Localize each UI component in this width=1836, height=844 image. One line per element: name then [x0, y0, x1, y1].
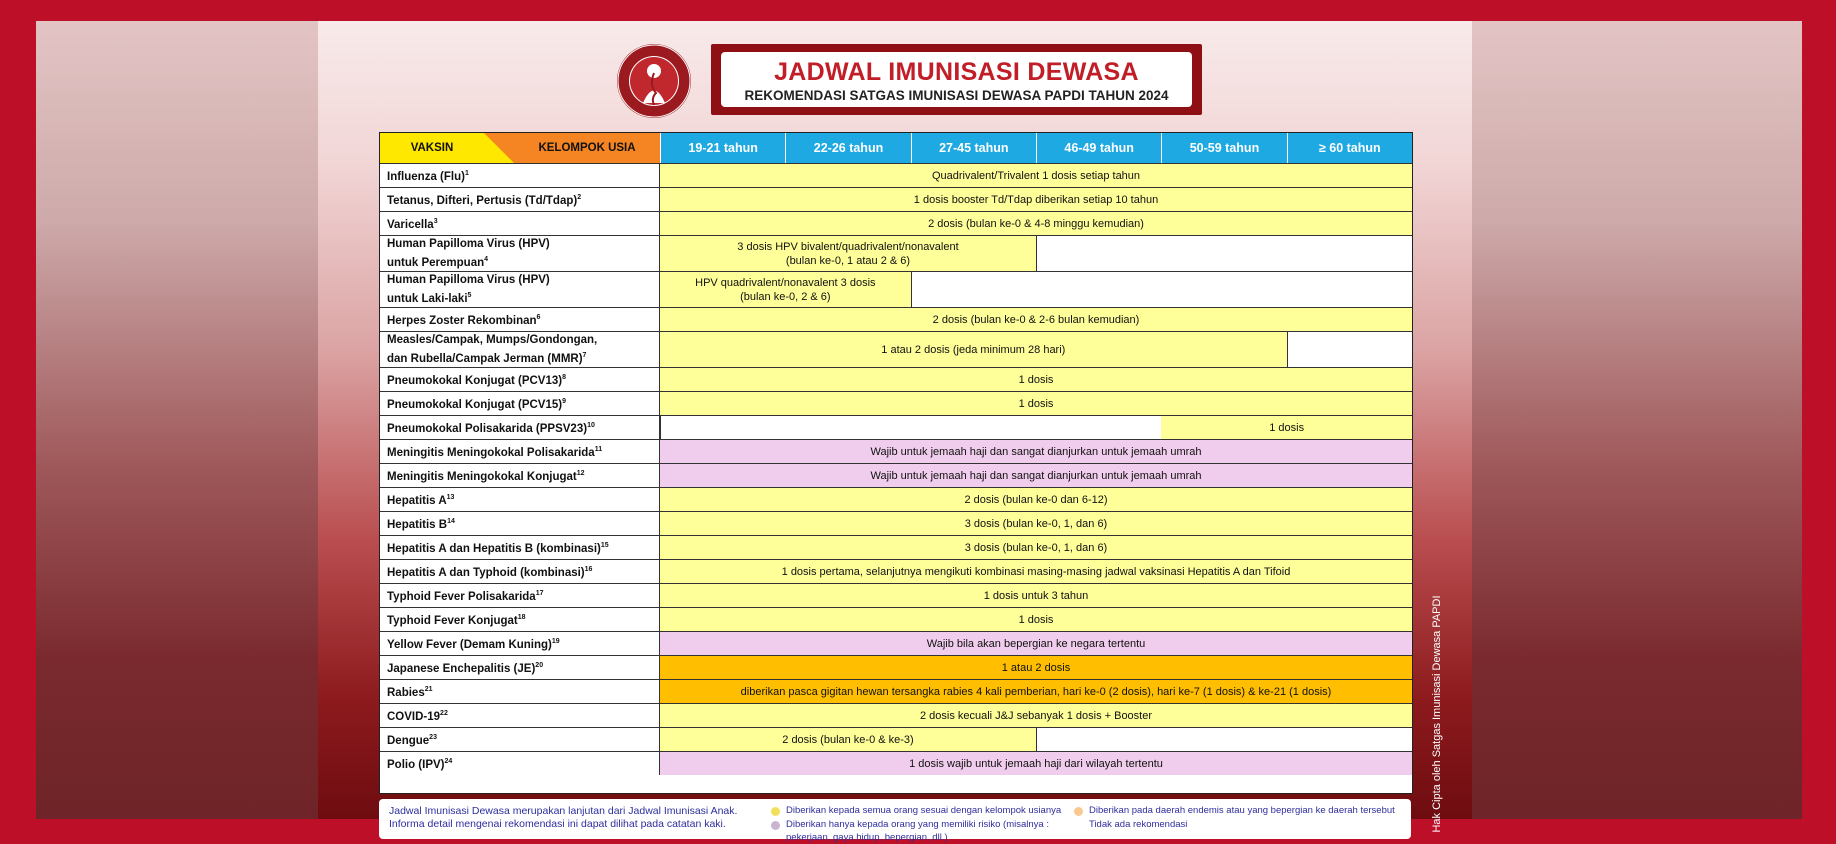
footnote-ref: 20 — [535, 662, 544, 670]
title-box — [711, 44, 1202, 115]
legend-note-line-1: Jadwal Imunisasi Dewasa merupakan lanjutan dari Jadwal Imunisasi Anak. — [389, 805, 738, 817]
footnote-ref: 14 — [447, 518, 455, 526]
vaccine-name: Influenza (Flu)$^1$ — [380, 164, 660, 187]
schedule-cell: 1 atau 2 dosis (jeda minimum 28 hari) — [660, 332, 1287, 367]
page-subtitle: REKOMENDASI SATGAS IMUNISASI DEWASA PAPDI TAHUN 2024 — [744, 88, 1169, 103]
footnote-ref: 15 — [600, 542, 609, 550]
schedule-cell: 2 dosis (bulan ke-0 & 2-6 bulan kemudian) — [660, 308, 1412, 331]
schedule-cell — [660, 416, 1161, 439]
legend-item-risk: Diberikan hanya kepada orang yang memiliki risiko (misalnya : — [786, 819, 1049, 830]
footnote-ref: 21 — [424, 686, 433, 694]
vaccine-name: Hepatitis $A^{13}$ — [380, 488, 660, 511]
table-row — [380, 439, 1412, 463]
table-row — [380, 583, 1412, 607]
schedule-cell: Quadrivalent/Trivalent 1 dosis setiap tahun — [660, 164, 1412, 187]
table-row — [380, 751, 1412, 775]
table-row — [380, 487, 1412, 511]
header-age-1: 22-26 tahun — [785, 133, 910, 163]
footnote-ref: 17 — [535, 590, 544, 598]
schedule-cell: 1 dosis untuk 3 tahun — [660, 584, 1412, 607]
footnote-ref: 12 — [576, 470, 585, 478]
header-age-4: 50-59 tahun — [1161, 133, 1286, 163]
vaccine-name: Hepatitis A dan Hepatitis B (kombinasi)$^{15}$ — [380, 536, 660, 559]
legend-yellow-dot — [771, 807, 780, 816]
schedule-cell: diberikan pasca gigitan hewan tersangka rabies 4 kali pemberian, hari ke-0 (2 dosis), hari ke-7 (1 dosis) & ke-21 (1 dosis) — [660, 680, 1412, 703]
footnote-ref: 13 — [446, 494, 455, 502]
table-row — [380, 631, 1412, 655]
vaccine-name: Tetanus, Difteri, Pertusis (Td/Tdap)$^2$ — [380, 188, 660, 211]
schedule-cell: HPV quadrivalent/nonavalent 3 dosis (bulan ke-0, 2 & 6) — [660, 272, 911, 307]
footnote-ref: 11 — [594, 446, 603, 454]
table-row — [380, 415, 1412, 439]
schedule-cell: 1 dosis — [660, 608, 1412, 631]
vaccine-name: Herpes Zoster Rekombinan$^6$ — [380, 308, 660, 331]
footnote-ref: 19 — [551, 638, 560, 646]
page-title: JADWAL IMUNISASI DEWASA — [774, 58, 1139, 86]
header-age-5: ≥ 60 tahun — [1287, 133, 1412, 163]
vaccine-name: Varicella$^3$ — [380, 212, 660, 235]
footnote-ref: 9 — [562, 398, 566, 406]
table-row — [380, 307, 1412, 331]
copyright-vertical — [1431, 591, 1443, 836]
vaccine-name: Hepatitis A dan Typhoid (kombinasi)$^{16}$ — [380, 560, 660, 583]
header-vaksin-kelompok — [380, 133, 660, 163]
header-age-3: 46-49 tahun — [1036, 133, 1161, 163]
schedule-cell: 1 dosis — [660, 392, 1412, 415]
legend-note-line-2: Informa detail mengenai rekomendasi ini dapat dilihat pada catatan kaki. — [389, 818, 726, 830]
legend — [379, 799, 1411, 843]
footnote-ref: 2 — [577, 194, 582, 202]
vaccine-name: Yellow Fever (Demam Kuning)$^{19}$ — [380, 632, 660, 655]
schedule-cell: 2 dosis (bulan ke-0 & 4-8 minggu kemudian) — [660, 212, 1412, 235]
schedule-cell: 3 dosis HPV bivalent/quadrivalent/nonavalent (bulan ke-0, 1 atau 2 & 6) — [660, 236, 1036, 271]
footnote-ref: 4 — [484, 255, 489, 263]
schedule-cell: Wajib untuk jemaah haji dan sangat dianjurkan untuk jemaah umrah — [660, 440, 1412, 463]
table-row — [380, 607, 1412, 631]
footnote-ref: 23 — [429, 734, 437, 742]
vaccine-name: Pneumokokal Polisakarida (PPSV23)$^{10}$ — [380, 416, 660, 439]
table-row — [380, 331, 1412, 367]
vaccine-name: Typhoid Fever Konjugat$^{18}$ — [380, 608, 660, 631]
footnote-ref: 24 — [444, 758, 453, 766]
table-row — [380, 559, 1412, 583]
schedule-cell: Wajib untuk jemaah haji dan sangat dianjurkan untuk jemaah umrah — [660, 464, 1412, 487]
vaccine-name: Meningitis Meningokokal Polisakarida$^{11}$ — [380, 440, 660, 463]
legend-item-none: Tidak ada rekomendasi — [1089, 819, 1188, 830]
vaccine-name: Human Papilloma Virus (HPV) untuk Perempuan$^4$ — [380, 236, 660, 271]
schedule-cell — [911, 272, 1412, 307]
schedule-cell: 2 dosis (bulan ke-0 dan 6-12) — [660, 488, 1412, 511]
vaccine-name: Rabies$^{21}$ — [380, 680, 660, 703]
table-row — [380, 535, 1412, 559]
table-row — [380, 163, 1412, 187]
table-header — [380, 133, 1412, 163]
vaccine-name: Polio (IPV)$^{24}$ — [380, 752, 660, 775]
schedule-cell: Wajib bila akan bepergian ke negara tertentu — [660, 632, 1412, 655]
schedule-cell — [1287, 332, 1412, 367]
table-row — [380, 187, 1412, 211]
legend-pink-dot — [771, 821, 780, 830]
header-vaksin: VAKSIN — [410, 142, 454, 154]
legend-orange-dot — [1074, 807, 1083, 816]
schedule-cell: 1 atau 2 dosis — [660, 656, 1412, 679]
table-row — [380, 703, 1412, 727]
schedule-cell: 2 dosis kecuali J&J sebanyak 1 dosis + Booster — [660, 704, 1412, 727]
schedule-cell: 1 dosis wajib untuk jemaah haji dari wilayah tertentu — [660, 752, 1412, 775]
table-row — [380, 679, 1412, 703]
footnote-ref: 8 — [562, 374, 566, 382]
legend-item-all: Diberikan kepada semua orang sesuai dengan kelompok usianya — [786, 805, 1062, 816]
copyright-text: Hak Cipta oleh Satgas Imunisasi Dewasa PAPDI — [1431, 594, 1443, 833]
vaccine-name: Typhoid Fever Polisakarida$^{17}$ — [380, 584, 660, 607]
table-row — [380, 727, 1412, 751]
footnote-ref: 1 — [464, 170, 469, 178]
table-row — [380, 235, 1412, 271]
vaccine-name: Meningitis Meningokokal Konjugat$^{12}$ — [380, 464, 660, 487]
schedule-cell — [1036, 236, 1412, 271]
vaccine-name: Human Papilloma Virus (HPV) untuk Laki-laki$^5$ — [380, 272, 660, 307]
immunization-table — [379, 132, 1413, 794]
vaccine-name: Pneumokokal Konjugat $(PCV15)^9$ — [380, 392, 660, 415]
table-row — [380, 463, 1412, 487]
papdi-logo — [616, 43, 692, 119]
table-row — [380, 655, 1412, 679]
vaccine-name: Dengue$^{23}$ — [380, 728, 660, 751]
schedule-cell: 1 dosis — [1161, 416, 1412, 439]
footnote-ref: 18 — [517, 614, 526, 622]
footnote-ref: 10 — [587, 422, 595, 430]
legend-item-risk-2: pekerjaan, gaya hidup, bepergian, dll.) — [786, 832, 948, 843]
vaccine-name: Pneumokokal Konjugat $(PCV13)^8$ — [380, 368, 660, 391]
vaccine-name: COVID-$19^{22}$ — [380, 704, 660, 727]
legend-item-endemic: Diberikan pada daerah endemis atau yang bepergian ke daerah tersebut — [1089, 805, 1395, 816]
table-row — [380, 211, 1412, 235]
schedule-cell: 2 dosis (bulan ke-0 & ke-3) — [660, 728, 1036, 751]
footnote-ref: 5 — [467, 291, 472, 299]
table-row — [380, 511, 1412, 535]
schedule-cell: 1 dosis booster Td/Tdap diberikan setiap 10 tahun — [660, 188, 1412, 211]
table-row — [380, 391, 1412, 415]
background-right — [1472, 21, 1802, 819]
footnote-ref: 22 — [440, 710, 448, 718]
header-kelompok-usia: KELOMPOK USIA — [538, 142, 636, 154]
header-age-0: 19-21 tahun — [660, 133, 785, 163]
schedule-cell: 1 dosis pertama, selanjutnya mengikuti kombinasi masing-masing jadwal vaksinasi Hepatitis A dan Tifoid — [660, 560, 1412, 583]
vaccine-name: Hepatitis $B^{14}$ — [380, 512, 660, 535]
footnote-ref: 6 — [536, 314, 541, 322]
footnote-ref: 3 — [433, 218, 438, 226]
table-row — [380, 271, 1412, 307]
schedule-cell: 3 dosis (bulan ke-0, 1, dan 6) — [660, 512, 1412, 535]
schedule-cell — [1036, 728, 1412, 751]
vaccine-name: Japanese Enchepalitis (JE)$^{20}$ — [380, 656, 660, 679]
vaccine-name: Measles/Campak, Mumps/Gondongan, dan Rubella/Campak Jerman (MMR)$^7$ — [380, 332, 660, 367]
schedule-cell: 1 dosis — [660, 368, 1412, 391]
background-left — [36, 21, 319, 819]
footnote-ref: 7 — [582, 351, 587, 359]
table-row — [380, 367, 1412, 391]
legend-note — [389, 805, 769, 831]
poster — [318, 21, 1472, 843]
schedule-cell: 3 dosis (bulan ke-0, 1, dan 6) — [660, 536, 1412, 559]
header-age-2: 27-45 tahun — [911, 133, 1036, 163]
footnote-ref: 16 — [584, 566, 593, 574]
